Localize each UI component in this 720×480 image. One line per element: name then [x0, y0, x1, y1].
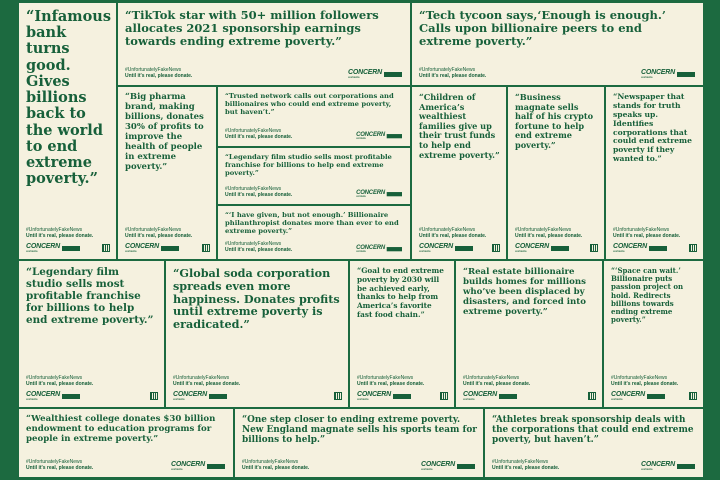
logo-subtitle: worldwide	[611, 397, 623, 401]
headline-quote: “Infamous bank turns good. Gives billions back to the world to end extreme poverty.”	[26, 8, 112, 188]
logo-subtitle: worldwide	[641, 75, 653, 79]
billboard-card	[118, 87, 216, 259]
logo-wordmark: CONCERN	[356, 244, 385, 251]
logo-wordmark: CONCERN	[173, 391, 207, 398]
campaign-tagline	[125, 67, 192, 79]
logo-wordmark: CONCERN	[419, 243, 453, 250]
logo-subtitle: worldwide	[26, 249, 38, 253]
campaign-tagline	[242, 459, 309, 471]
campaign-tagline	[26, 459, 93, 471]
qr-code-icon	[440, 392, 448, 400]
logo-badge	[677, 72, 695, 77]
logo-wordmark: CONCERN	[26, 391, 60, 398]
donate-line: Until it's real, please donate.	[225, 192, 293, 198]
concern-logo	[125, 243, 179, 253]
concern-logo	[26, 243, 80, 253]
logo-wordmark: CONCERN	[356, 131, 385, 138]
headline-quote: “Global soda corporation spreads even more happiness. Donates profits until extreme poverty is eradicated.”	[173, 266, 340, 332]
logo-badge	[647, 394, 665, 399]
logo-subtitle: worldwide	[173, 397, 185, 401]
donate-line: Until it's real, please donate.	[242, 465, 310, 471]
concern-logo	[463, 391, 517, 401]
hashtag: #UnfortunatelyFakeNews	[357, 375, 414, 381]
campaign-tagline	[26, 375, 93, 387]
logo-badge	[649, 246, 667, 251]
concern-logo	[356, 190, 402, 199]
headline-quote: “Children of America’s wealthiest families give up their trust funds to help end extreme poverty.”	[419, 92, 500, 160]
logo-subtitle: worldwide	[125, 249, 137, 253]
donate-line: Until it's real, please donate.	[357, 381, 425, 387]
headline-quote: “Newspaper that stands for truth speaks up. Identifies corporations that could end extreme poverty if they wanted to.”	[613, 92, 692, 164]
concern-logo	[356, 245, 402, 254]
headline-quote: “One step closer to ending extreme poverty. New England magnate sells his sports team for billions to help.”	[242, 415, 477, 446]
logo-badge	[161, 246, 179, 251]
logo-wordmark: CONCERN	[348, 69, 382, 76]
logo-subtitle: worldwide	[613, 249, 625, 253]
logo-badge	[551, 246, 569, 251]
logo-badge	[499, 394, 517, 399]
concern-logo	[641, 461, 695, 471]
hashtag: #UnfortunatelyFakeNews	[242, 459, 299, 465]
donate-line: Until it's real, please donate.	[225, 247, 293, 253]
campaign-tagline	[463, 375, 530, 387]
campaign-tagline	[611, 375, 678, 387]
logo-wordmark: CONCERN	[26, 243, 60, 250]
headline-quote: “Legendary film studio sells most profitable franchise for billions to help end extreme poverty.”	[225, 153, 392, 177]
logo-wordmark: CONCERN	[641, 461, 675, 468]
donate-line: Until it's real, please donate.	[613, 233, 681, 239]
billboard-card	[412, 3, 703, 85]
hashtag: #UnfortunatelyFakeNews	[125, 67, 182, 73]
qr-code-icon	[102, 244, 110, 252]
billboard-card	[218, 87, 410, 146]
billboard-card	[218, 206, 410, 259]
logo-badge	[393, 394, 411, 399]
qr-code-icon	[334, 392, 342, 400]
headline-quote: “‘I have given, but not enough.’ Billionaire philanthropist donates more than ever to end extreme poverty.”	[225, 211, 399, 235]
logo-subtitle: worldwide	[421, 467, 433, 471]
donate-line: Until it's real, please donate.	[173, 381, 241, 387]
hashtag: #UnfortunatelyFakeNews	[419, 227, 476, 233]
billboard-card	[19, 261, 164, 407]
logo-wordmark: CONCERN	[125, 243, 159, 250]
logo-wordmark: CONCERN	[171, 461, 205, 468]
logo-badge	[62, 246, 80, 251]
logo-badge	[207, 464, 225, 469]
logo-subtitle: worldwide	[348, 75, 360, 79]
concern-logo	[171, 461, 225, 471]
hashtag: #UnfortunatelyFakeNews	[173, 375, 230, 381]
headline-quote: “‘Space can wait.’ Billionaire puts passion project on hold. Redirects billions towards ending extreme poverty.”	[611, 266, 684, 325]
donate-line: Until it's real, please donate.	[419, 233, 487, 239]
concern-logo	[356, 132, 402, 141]
headline-quote: “Athletes break sponsorship deals with the corporations that could end extreme poverty, but haven’t.”	[492, 415, 694, 446]
campaign-tagline	[613, 227, 680, 239]
billboard-card	[604, 261, 703, 407]
logo-wordmark: CONCERN	[356, 189, 385, 196]
hashtag: #UnfortunatelyFakeNews	[26, 375, 83, 381]
billboard-card	[118, 3, 410, 85]
billboard-card	[235, 409, 483, 477]
logo-badge	[457, 464, 475, 469]
hashtag: #UnfortunatelyFakeNews	[225, 241, 282, 247]
qr-code-icon	[689, 392, 697, 400]
hashtag: #UnfortunatelyFakeNews	[225, 186, 282, 192]
donate-line: Until it's real, please donate.	[225, 134, 293, 140]
billboard-card	[19, 3, 116, 259]
campaign-tagline	[225, 186, 292, 198]
billboard-card	[218, 148, 410, 204]
qr-code-icon	[202, 244, 210, 252]
campaign-tagline	[173, 375, 240, 387]
concern-logo	[357, 391, 411, 401]
logo-subtitle: worldwide	[26, 397, 38, 401]
hashtag: #UnfortunatelyFakeNews	[613, 227, 670, 233]
donate-line: Until it's real, please donate.	[26, 465, 94, 471]
hashtag: #UnfortunatelyFakeNews	[515, 227, 572, 233]
logo-badge	[209, 394, 227, 399]
billboard-card	[412, 87, 506, 259]
headline-quote: “Business magnate sells half of his crypto fortune to help end extreme poverty.”	[515, 92, 594, 150]
logo-wordmark: CONCERN	[515, 243, 549, 250]
donate-line: Until it's real, please donate.	[125, 73, 193, 79]
logo-subtitle: worldwide	[356, 136, 366, 140]
billboard-card	[350, 261, 454, 407]
concern-logo	[611, 391, 665, 401]
logo-badge	[387, 247, 402, 251]
headline-quote: “Goal to end extreme poverty by 2030 will be achieved early, thanks to help from America’s favorite fast food chain.”	[357, 266, 444, 319]
logo-wordmark: CONCERN	[611, 391, 645, 398]
hashtag: #UnfortunatelyFakeNews	[492, 459, 549, 465]
concern-logo	[348, 69, 402, 79]
qr-code-icon	[689, 244, 697, 252]
logo-wordmark: CONCERN	[421, 461, 455, 468]
logo-badge	[387, 192, 402, 196]
donate-line: Until it's real, please donate.	[611, 381, 679, 387]
campaign-tagline	[515, 227, 582, 239]
logo-subtitle: worldwide	[356, 249, 366, 253]
billboard-card	[485, 409, 703, 477]
donate-line: Until it's real, please donate.	[26, 233, 94, 239]
logo-subtitle: worldwide	[171, 467, 183, 471]
donate-line: Until it's real, please donate.	[419, 73, 487, 79]
logo-wordmark: CONCERN	[613, 243, 647, 250]
donate-line: Until it's real, please donate.	[26, 381, 94, 387]
logo-wordmark: CONCERN	[357, 391, 391, 398]
billboard-card	[19, 409, 233, 477]
hashtag: #UnfortunatelyFakeNews	[463, 375, 520, 381]
logo-badge	[677, 464, 695, 469]
logo-subtitle: worldwide	[357, 397, 369, 401]
billboard-card	[606, 87, 703, 259]
concern-logo	[419, 243, 473, 253]
billboard-card	[456, 261, 602, 407]
qr-code-icon	[492, 244, 500, 252]
logo-subtitle: worldwide	[515, 249, 527, 253]
campaign-tagline	[419, 67, 486, 79]
qr-code-icon	[588, 392, 596, 400]
headline-quote: “Big pharma brand, making billions, donates 30% of profits to improve the health of people in extreme poverty.”	[125, 92, 204, 172]
qr-code-icon	[150, 392, 158, 400]
concern-logo	[26, 391, 80, 401]
concern-logo	[641, 69, 695, 79]
concern-logo	[173, 391, 227, 401]
logo-badge	[384, 72, 402, 77]
logo-subtitle: worldwide	[641, 467, 653, 471]
donate-line: Until it's real, please donate.	[125, 233, 193, 239]
donate-line: Until it's real, please donate.	[515, 233, 583, 239]
headline-quote: “TikTok star with 50+ million followers allocates 2021 sponsorship earnings towards ending extreme poverty.”	[125, 8, 379, 48]
campaign-tagline	[357, 375, 424, 387]
hashtag: #UnfortunatelyFakeNews	[419, 67, 476, 73]
donate-line: Until it's real, please donate.	[492, 465, 560, 471]
hashtag: #UnfortunatelyFakeNews	[125, 227, 182, 233]
qr-code-icon	[590, 244, 598, 252]
billboard-card	[508, 87, 604, 259]
campaign-tagline	[492, 459, 559, 471]
headline-quote: “Legendary film studio sells most profitable franchise for billions to help end extreme poverty.”	[26, 266, 154, 326]
logo-badge	[62, 394, 80, 399]
logo-badge	[455, 246, 473, 251]
logo-wordmark: CONCERN	[641, 69, 675, 76]
logo-subtitle: worldwide	[356, 194, 366, 198]
campaign-tagline	[419, 227, 486, 239]
hashtag: #UnfortunatelyFakeNews	[611, 375, 668, 381]
hashtag: #UnfortunatelyFakeNews	[26, 227, 83, 233]
campaign-tagline	[225, 241, 292, 253]
headline-quote: “Wealthiest college donates $30 billion endowment to education programs for people in extreme poverty.”	[26, 414, 216, 444]
concern-logo	[515, 243, 569, 253]
logo-subtitle: worldwide	[419, 249, 431, 253]
headline-quote: “Real estate billionaire builds homes for millions who’ve been displaced by disasters, and forced into extreme poverty.”	[463, 267, 586, 318]
billboard-card	[166, 261, 348, 407]
hashtag: #UnfortunatelyFakeNews	[26, 459, 83, 465]
campaign-tagline	[225, 128, 292, 140]
campaign-tagline	[125, 227, 192, 239]
concern-logo	[421, 461, 475, 471]
campaign-tagline	[26, 227, 93, 239]
logo-subtitle: worldwide	[463, 397, 475, 401]
concern-logo	[613, 243, 667, 253]
logo-wordmark: CONCERN	[463, 391, 497, 398]
donate-line: Until it's real, please donate.	[463, 381, 531, 387]
headline-quote: “Trusted network calls out corporations and billionaires who could end extreme poverty, but haven’t.”	[225, 92, 394, 116]
headline-quote: “Tech tycoon says,‘Enough is enough.’ Calls upon billionaire peers to end extreme poverty.”	[419, 8, 666, 48]
hashtag: #UnfortunatelyFakeNews	[225, 128, 282, 134]
logo-badge	[387, 134, 402, 138]
